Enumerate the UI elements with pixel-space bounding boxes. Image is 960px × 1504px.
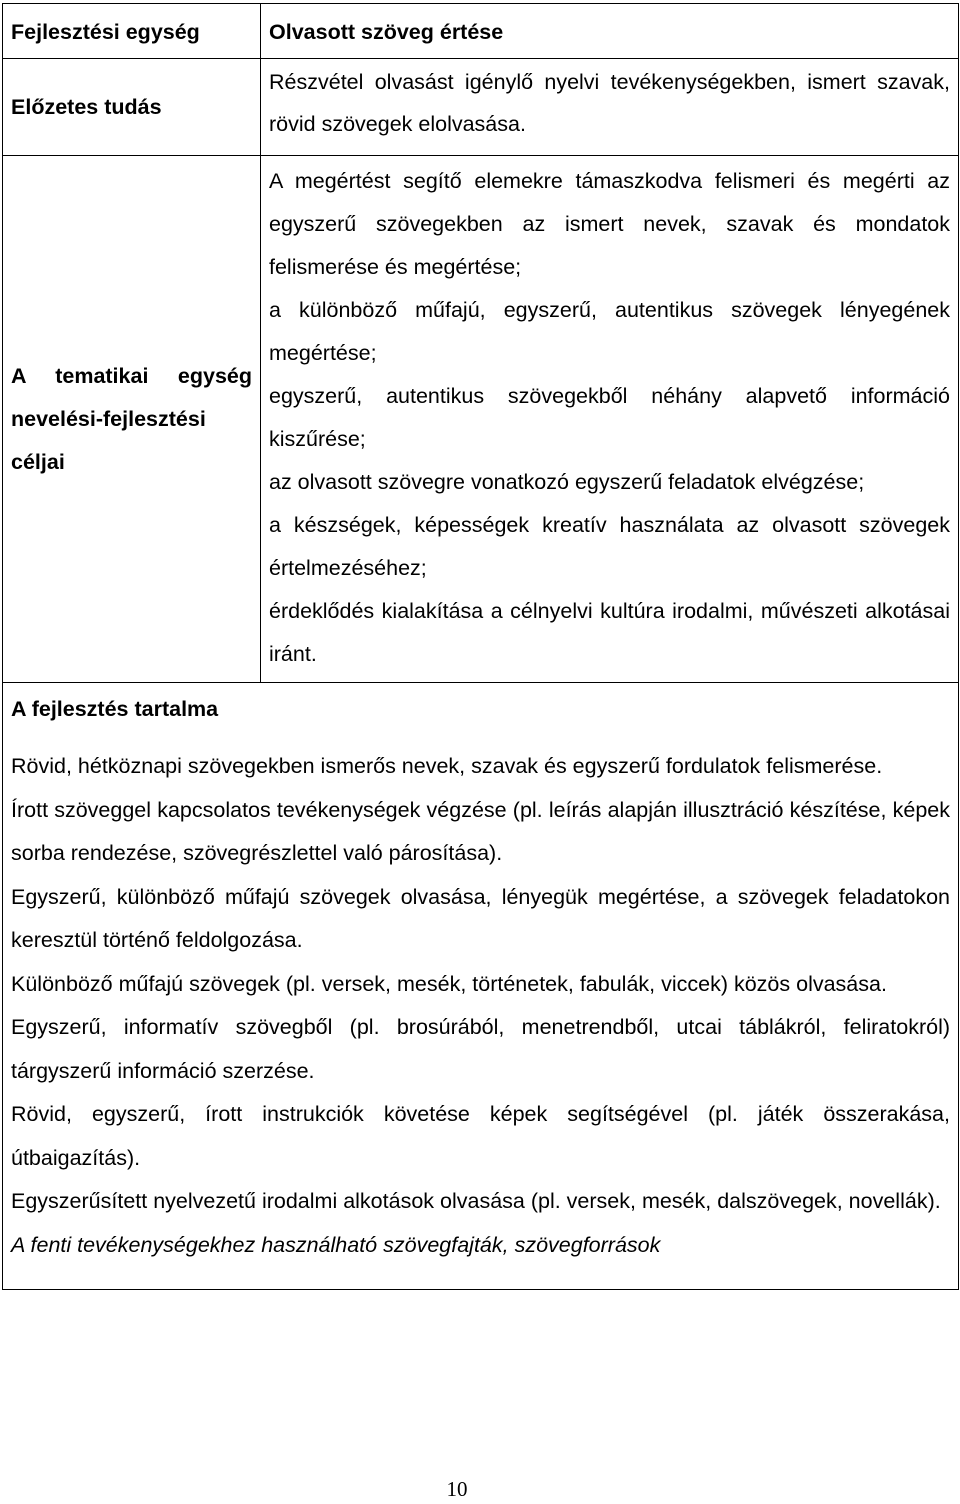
prior-knowledge-label: Előzetes tudás [3,59,261,156]
header-row [3,4,959,59]
goals-label-line-2: nevelési-fejlesztési [11,406,206,431]
goal-item: a készségek, képességek kreatív használata az olvasott szövegek értelmezéséhez; [269,513,950,580]
content-item: Egyszerű, különböző műfajú szövegek olvasása, lényegük megértése, a szövegek feladatokon keresztül történő feldolgozása. [11,884,950,952]
content-item: Különböző műfajú szövegek (pl. versek, mesék, történetek, fabulák, viccek) közös olvasása. [11,971,887,996]
goals-label-line-1: A tematikai egység [11,363,252,388]
header-value: Olvasott szöveg értése [261,4,959,59]
prior-knowledge-text: Részvétel olvasást igénylő nyelvi tevékenységekben, ismert szavak, rövid szövegek elolvasása. [261,59,959,156]
goal-item: az olvasott szövegre vonatkozó egyszerű feladatok elvégzése; [269,470,865,494]
content-label: A fejlesztés tartalma [3,683,261,732]
goals-list [261,156,959,683]
content-list [3,731,959,1290]
content-label-spacer [261,683,959,732]
page-number: 10 [446,1477,468,1501]
content-row [3,731,959,1290]
prior-knowledge-row [3,59,959,156]
content-italic-line: A fenti tevékenységekhez használható szövegfajták, szövegforrások [11,1232,661,1257]
goals-row [3,156,959,683]
goal-item: egyszerű, autentikus szövegekből néhány alapvető információ kiszűrése; [269,384,950,451]
curriculum-table [2,3,959,1290]
content-item: Rövid, egyszerű, írott instrukciók követése képek segítségével (pl. játék összerakása, útbaigazítás). [11,1102,950,1170]
content-item: Egyszerűsített nyelvezetű irodalmi alkotások olvasása (pl. versek, mesék, dalszövegek, novellák). [11,1189,941,1213]
content-label-row [3,683,959,732]
content-item: Rövid, hétköznapi szövegekben ismerős nevek, szavak és egyszerű fordulatok felismerése. [11,754,883,778]
goal-item: A megértést segítő elemekre támaszkodva felismeri és megérti az egyszerű szövegekben az ismert nevek, szavak és mondatok felismerése és megértése; [269,169,950,279]
goal-item: érdeklődés kialakítása a célnyelvi kultúra irodalmi, művészeti alkotásai iránt. [269,599,950,666]
content-item: Írott szöveggel kapcsolatos tevékenységek végzése (pl. leírás alapján illusztráció készítése, képek sorba rendezése, szövegrészlettel való párosítása). [11,797,950,865]
header-label: Fejlesztési egység [3,4,261,59]
goals-label [3,156,261,683]
content-item: Egyszerű, informatív szövegből (pl. brosúrából, menetrendből, utcai táblákról, feliratokról) tárgyszerű információ szerzése. [11,1015,950,1083]
goal-item: a különböző műfajú, egyszerű, autentikus szövegek lényegének megértése; [269,298,950,365]
goals-label-line-3: céljai [11,449,65,474]
